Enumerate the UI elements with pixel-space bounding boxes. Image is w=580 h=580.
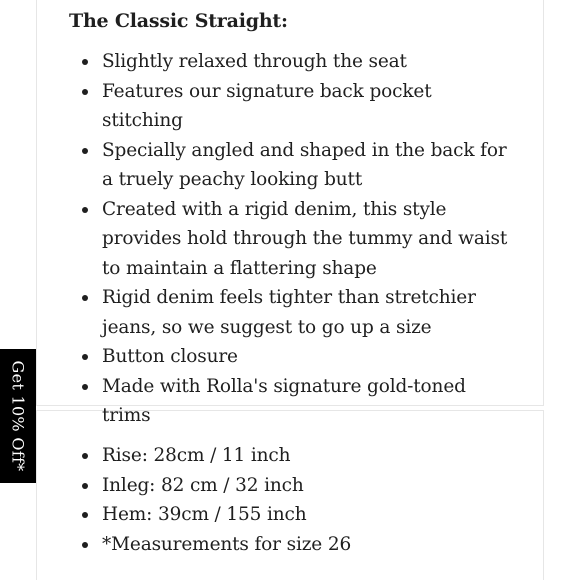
measurement-text: Inleg: 82 cm / 32 inch [102, 474, 304, 496]
measurement-text: Rise: 28cm / 11 inch [102, 445, 291, 466]
style-title: The Classic Straight: [69, 10, 288, 32]
list-item [72, 136, 512, 195]
list-item [72, 77, 512, 136]
list-item [72, 441, 512, 471]
measurement-text: *Measurements for size 26 [102, 533, 352, 555]
measurements-list [72, 441, 512, 559]
list-item [72, 530, 512, 560]
bullet-icon [82, 59, 88, 65]
bullet-icon [82, 207, 88, 213]
feature-text: Features our signature back pocket stitching [102, 80, 432, 131]
feature-text: Slightly relaxed through the seat [102, 51, 407, 72]
bullet-icon [82, 354, 88, 360]
bullet-icon [82, 483, 88, 489]
bullet-icon [82, 384, 88, 390]
bullet-icon [82, 542, 88, 548]
features-list [72, 47, 512, 431]
feature-text: Button closure [102, 346, 238, 367]
list-item [72, 471, 512, 501]
feature-text: Rigid denim feels tighter than stretchier jeans, so we suggest to go up a size [102, 287, 476, 338]
bullet-icon [82, 295, 88, 301]
feature-text: Created with a rigid denim, this style provides hold through the tummy and waist to maintain a flattering shape [102, 198, 508, 279]
bullet-icon [82, 512, 88, 518]
bullet-icon [82, 89, 88, 95]
list-item [72, 372, 512, 431]
feature-text: Made with Rolla's signature gold-toned trims [102, 375, 466, 426]
list-item [72, 500, 512, 530]
list-item [72, 47, 512, 77]
discount-tab-button[interactable] [0, 349, 36, 483]
bullet-icon [82, 453, 88, 459]
discount-tab-label: Get 10% Off* [8, 360, 28, 472]
feature-text: Specially angled and shaped in the back for a truely peachy looking butt [102, 139, 507, 190]
bullet-icon [82, 148, 88, 154]
list-item [72, 342, 512, 372]
list-item [72, 283, 512, 342]
list-item [72, 195, 512, 284]
measurement-text: Hem: 39cm / 155 inch [102, 504, 307, 525]
